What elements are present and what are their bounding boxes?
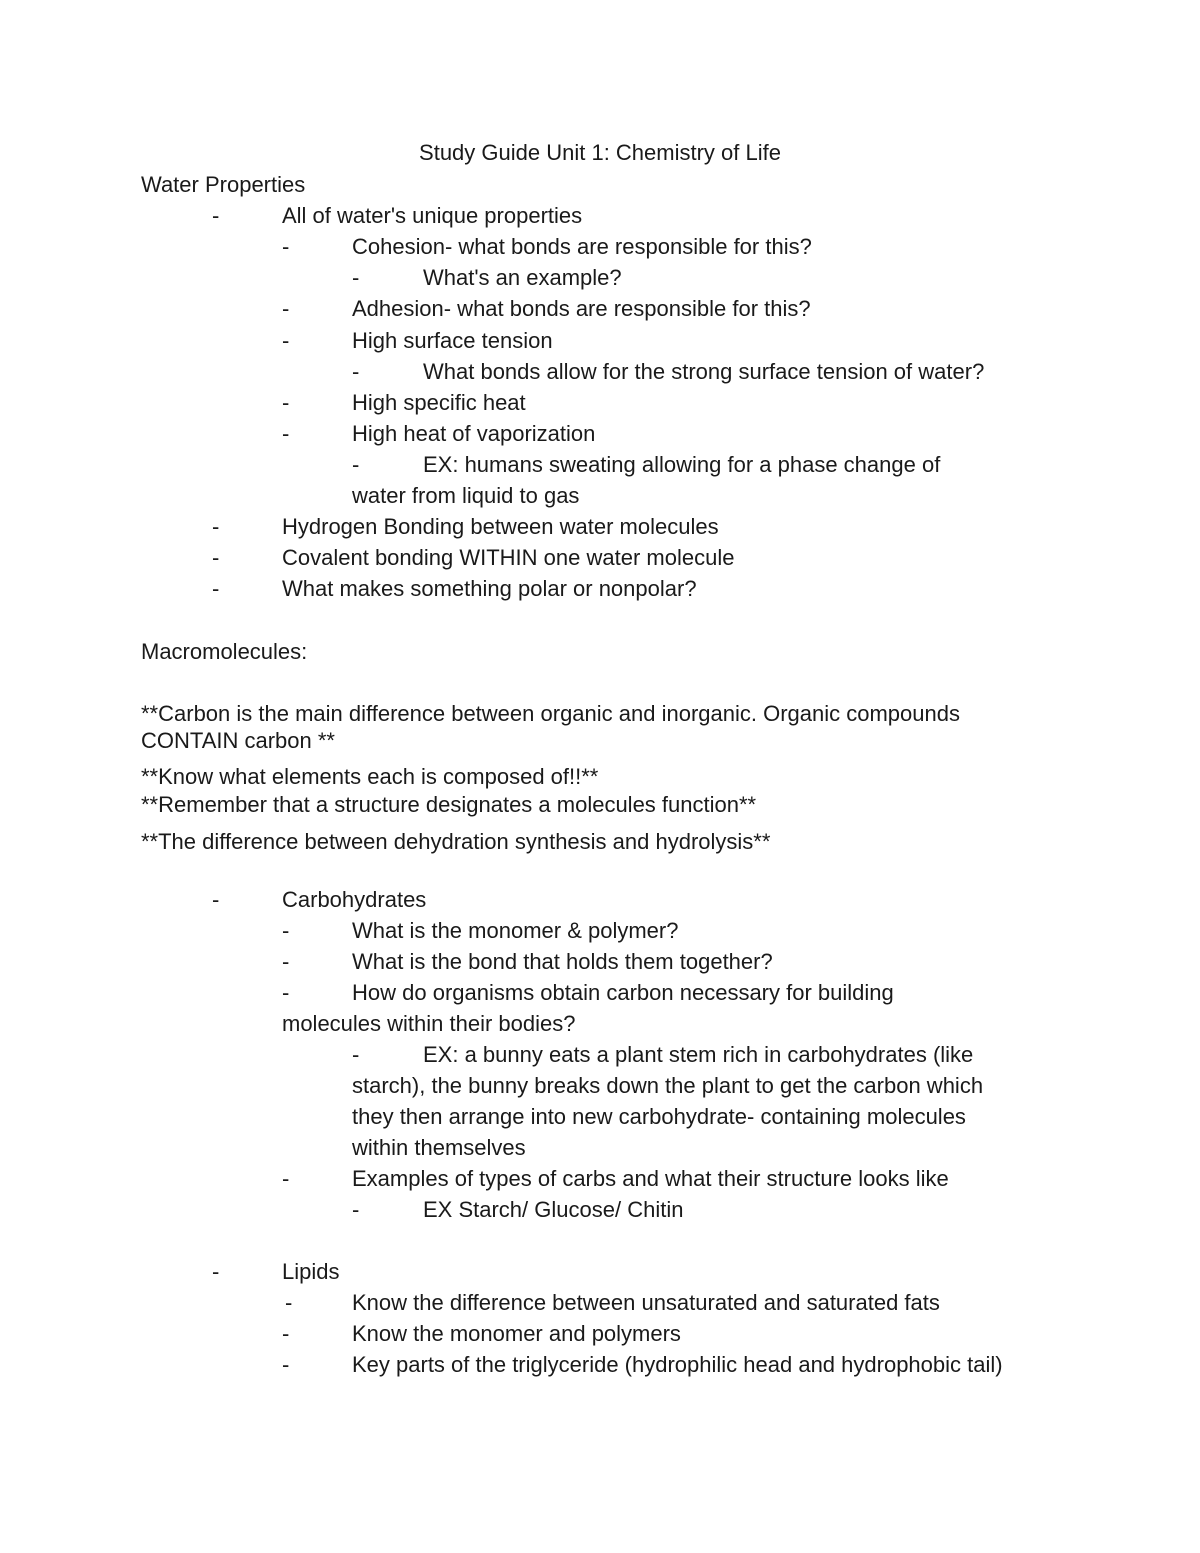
bullet-dash: - — [212, 576, 220, 601]
bullet-dash: - — [352, 452, 360, 477]
list-item: EX Starch/ Glucose/ Chitin — [423, 1197, 684, 1222]
bullet-dash: - — [282, 390, 290, 415]
bullet-dash: - — [212, 1259, 220, 1284]
list-item: Examples of types of carbs and what their structure looks like — [352, 1166, 949, 1191]
list-item-continuation: starch), the bunny breaks down the plant to get the carbon which — [352, 1073, 984, 1098]
bullet-dash: - — [212, 203, 220, 228]
list-item: EX: a bunny eats a plant stem rich in carbohydrates (like — [423, 1042, 974, 1067]
note-line: **Remember that a structure designates a molecules function** — [141, 792, 757, 817]
list-item: Covalent bonding WITHIN one water molecule — [282, 545, 735, 570]
list-item: High surface tension — [352, 328, 553, 353]
bullet-dash: - — [285, 1290, 293, 1315]
note-line: **The difference between dehydration synthesis and hydrolysis** — [141, 829, 771, 854]
bullet-dash: - — [282, 234, 290, 259]
list-item: High heat of vaporization — [352, 421, 596, 446]
list-item: What bonds allow for the strong surface tension of water? — [423, 359, 985, 384]
section-heading-water: Water Properties — [141, 172, 306, 197]
list-item: Know the difference between unsaturated and saturated fats — [352, 1290, 940, 1315]
list-item-continuation: within themselves — [352, 1135, 526, 1160]
bullet-dash: - — [282, 1321, 290, 1346]
list-item: EX: humans sweating allowing for a phase change of — [423, 452, 941, 477]
bullet-dash: - — [282, 296, 290, 321]
section-heading-macromolecules: Macromolecules: — [141, 639, 308, 664]
list-item: Know the monomer and polymers — [352, 1321, 681, 1346]
bullet-dash: - — [352, 1042, 360, 1067]
bullet-dash: - — [212, 545, 220, 570]
list-item-continuation: water from liquid to gas — [352, 483, 580, 508]
note-line: **Know what elements each is composed of!!** — [141, 764, 599, 789]
list-item: What's an example? — [423, 265, 622, 290]
list-item: High specific heat — [352, 390, 526, 415]
list-item: What is the bond that holds them together? — [352, 949, 773, 974]
bullet-dash: - — [352, 265, 360, 290]
list-item-continuation: molecules within their bodies? — [282, 1011, 576, 1036]
list-item: Lipids — [282, 1259, 340, 1284]
page-title: Study Guide Unit 1: Chemistry of Life — [419, 140, 781, 165]
bullet-dash: - — [352, 1197, 360, 1222]
bullet-dash: - — [282, 1352, 290, 1377]
note-line: CONTAIN carbon ** — [141, 728, 335, 753]
bullet-dash: - — [352, 359, 360, 384]
list-item: Adhesion- what bonds are responsible for this? — [352, 296, 811, 321]
note-line: **Carbon is the main difference between organic and inorganic. Organic compounds — [141, 701, 960, 726]
bullet-dash: - — [282, 421, 290, 446]
bullet-dash: - — [212, 514, 220, 539]
list-item: Carbohydrates — [282, 887, 427, 912]
list-item-continuation: they then arrange into new carbohydrate- containing molecules — [352, 1104, 966, 1129]
bullet-dash: - — [282, 918, 290, 943]
list-item: Cohesion- what bonds are responsible for this? — [352, 234, 812, 259]
bullet-dash: - — [282, 949, 290, 974]
list-item: How do organisms obtain carbon necessary for building — [352, 980, 894, 1005]
list-item: What is the monomer & polymer? — [352, 918, 679, 943]
list-item: Key parts of the triglyceride (hydrophilic head and hydrophobic tail) — [352, 1352, 1003, 1377]
list-item: What makes something polar or nonpolar? — [282, 576, 697, 601]
bullet-dash: - — [212, 887, 220, 912]
bullet-dash: - — [282, 328, 290, 353]
list-item: All of water's unique properties — [282, 203, 583, 228]
bullet-dash: - — [282, 980, 290, 1005]
bullet-dash: - — [282, 1166, 290, 1191]
list-item: Hydrogen Bonding between water molecules — [282, 514, 719, 539]
